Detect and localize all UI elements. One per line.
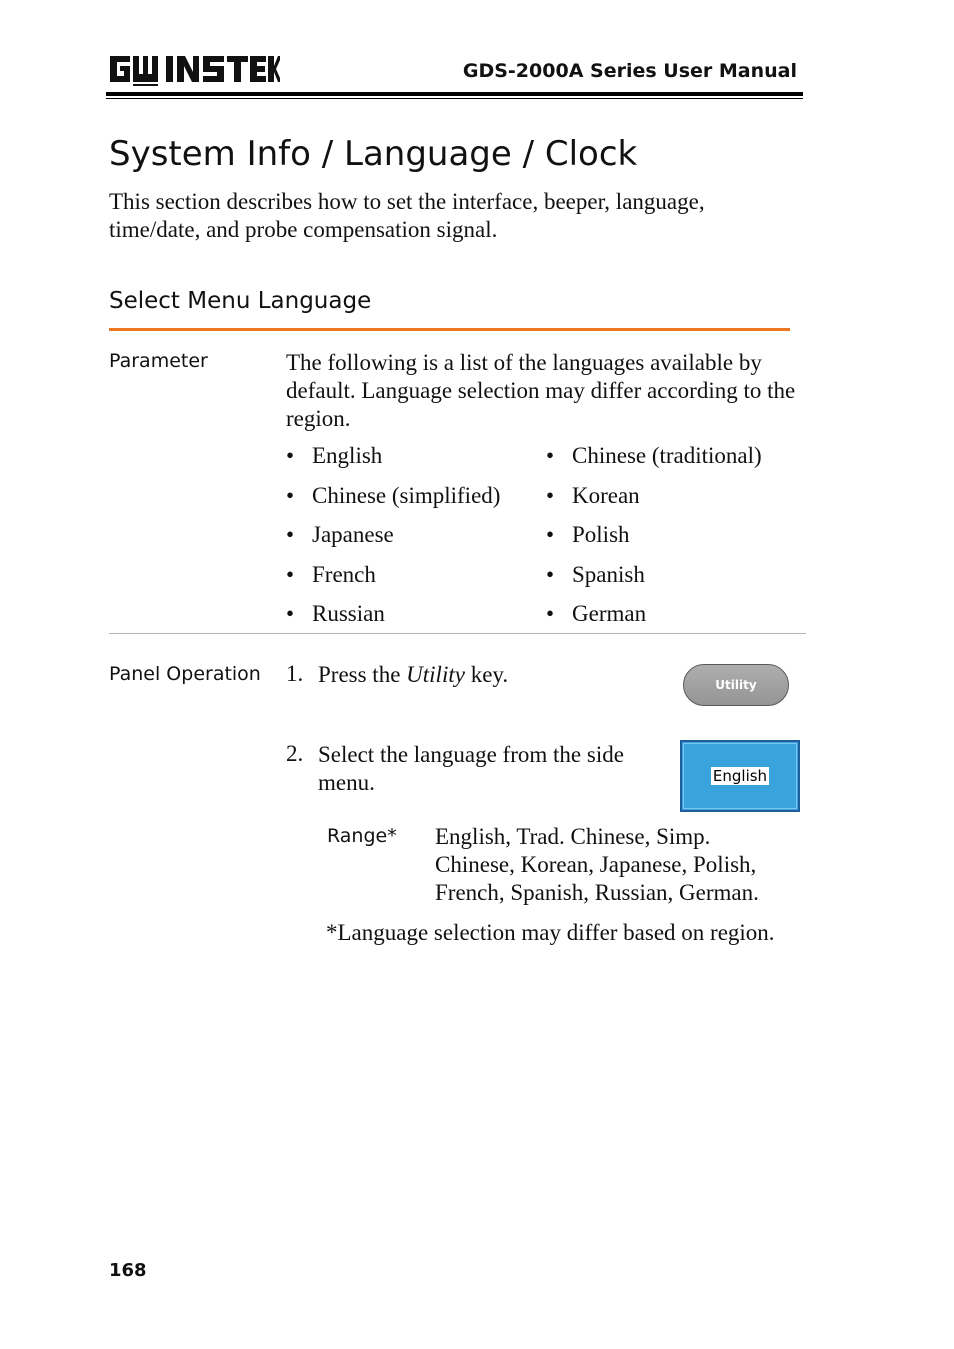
language-name: Spanish (572, 562, 645, 587)
english-side-menu-button[interactable] (680, 740, 800, 812)
range-value: English, Trad. Chinese, Simp. Chinese, Korean, Japanese, Polish, French, Spanish, Russian, German. (435, 824, 759, 905)
subsection-title: Select Menu Language (109, 288, 372, 314)
language-name: Polish (572, 522, 630, 547)
section-title: System Info / Language / Clock (109, 134, 638, 174)
language-name: Chinese (traditional) (572, 443, 762, 468)
panel-operation-label: Panel Operation (109, 663, 261, 685)
manual-title: GDS-2000A Series User Manual (462, 60, 797, 82)
language-name: Korean (572, 483, 640, 508)
utility-key-reference: Utility (406, 662, 465, 687)
language-name: English (312, 443, 383, 468)
header-rule-thin (106, 98, 803, 99)
language-name: Russian (312, 601, 385, 626)
language-name: Chinese (simplified) (312, 483, 501, 508)
language-name: Japanese (312, 522, 394, 547)
step-2-text: Select the language from the side menu. (318, 742, 624, 795)
step-number: 1. (286, 661, 304, 686)
page-number: 168 (109, 1260, 147, 1281)
section-intro: This section describes how to set the interface, beeper, language, time/date, and probe compensation signal. (109, 189, 705, 242)
language-name: German (572, 601, 647, 626)
parameter-description: The following is a list of the languages available by default. Language selection may differ according to the region. (286, 350, 796, 431)
side-menu-label: English (712, 767, 768, 785)
parameter-label: Parameter (109, 350, 208, 372)
language-name: French (312, 562, 376, 587)
footnote: *Language selection may differ based on region. (326, 920, 775, 945)
step-1-suffix: key. (464, 662, 509, 687)
subsection-rule (109, 328, 790, 331)
step-1-text (318, 661, 508, 689)
range-label: Range* (327, 825, 397, 847)
utility-key-button[interactable]: Utility (683, 664, 789, 706)
header-rule (106, 92, 803, 96)
step-1-prefix: Press the (318, 662, 407, 687)
table-divider (109, 633, 806, 634)
gw-instek-logo (108, 52, 280, 86)
step-number: 2. (286, 741, 304, 766)
